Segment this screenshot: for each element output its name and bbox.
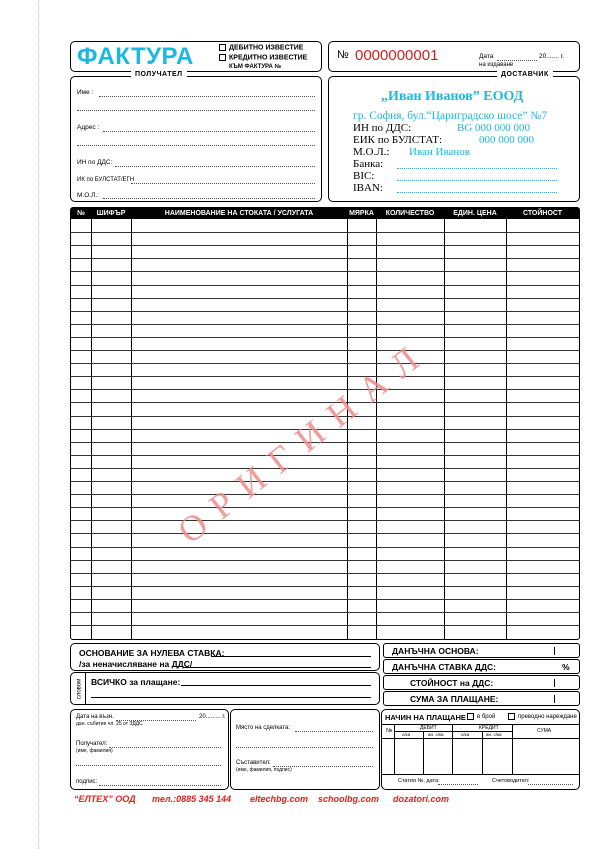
table-row-line[interactable] [71,363,579,364]
table-row-line[interactable] [71,520,579,521]
accounting-credit-label: КРЕДИТ [479,725,499,731]
invoice-number: 0000000001 [355,47,439,64]
table-row-line[interactable] [71,625,579,626]
vat-rate-label: ДАНЪЧНА СТАВКА ДДС: [392,662,496,672]
table-column-divider [131,208,132,639]
compiler-label: Съставител: [236,760,271,766]
total-in-words-box [70,672,380,705]
col-header-unit-price: ЕДИН. ЦЕНА [444,208,506,219]
invoice-number-box [328,41,580,72]
table-column-divider [376,208,377,639]
recipient-bulstat-line[interactable] [131,183,315,184]
in-words-side-label: словом [76,678,83,700]
table-row-line[interactable] [71,376,579,377]
vat-value-box [383,675,580,690]
supplier-eik-value: 000 000 000 [479,134,534,146]
table-row-line[interactable] [71,245,579,246]
amount-due-label: СУМА ЗА ПЛАЩАНЕ: [410,694,499,704]
table-row-line[interactable] [71,337,579,338]
place-label: Място на сделката: [236,725,291,731]
footer-site-eltech[interactable]: eltechbg.com [250,794,309,804]
accountant-label: Счетоводител: [492,778,530,784]
table-column-divider [444,208,445,639]
debit-analytic-label: ан. с/ка [428,732,444,737]
footer-site-dozatori[interactable]: dozatori.com [393,794,450,804]
vat-rate-box [383,659,580,674]
credit-note-option[interactable]: КРЕДИТНО ИЗВЕСТИЕ [219,54,307,61]
table-row-line[interactable] [71,389,579,390]
zero-rate-basis-label: ОСНОВАНИЕ ЗА НУЛЕВА СТАВКА: [79,648,225,658]
col-header-quantity: КОЛИЧЕСТВО [376,208,444,219]
tax-event-date-label: Дата на възн. [76,714,114,720]
checkbox-icon [219,54,226,61]
recipient-vat-line[interactable] [115,166,315,167]
compiler-sub: (име, фамилия, подпис) [236,767,292,773]
total-in-words-line[interactable] [181,685,371,686]
amount-due-box [383,691,580,706]
invoice-title-box [70,41,322,72]
accounting-sum-label: СУМА [537,728,552,734]
checkbox-icon [508,713,515,720]
supplier-mol-value: Иван Иванов [409,146,470,158]
table-row-line[interactable] [71,481,579,482]
recipient-mol-label: М.О.Л.: [77,192,99,199]
table-row-line[interactable] [71,271,579,272]
payment-transfer-option[interactable]: преводно нареждане [508,713,577,720]
issue-label: на издаване [479,62,514,68]
table-row-line[interactable] [71,547,579,548]
receiver-line[interactable] [109,747,221,748]
supplier-address: гр. София, бул.“Цариградско шосе” №7 [353,110,548,122]
table-row-line[interactable] [71,232,579,233]
col-header-value: СТОЙНОСТ [506,208,579,219]
recipient-name-line[interactable] [99,96,315,97]
table-row-line[interactable] [71,258,579,259]
table-row-line[interactable] [71,350,579,351]
col-header-code: ШИФЪР [91,208,131,219]
receiver-label: Получател: [76,741,108,747]
col-header-description: НАИМЕНОВАНИЕ НА СТОКАТА / УСЛУГАТА [131,208,347,219]
table-row-line[interactable] [71,586,579,587]
payment-box [381,709,580,790]
debit-account-label: с/ка [402,732,411,737]
supplier-company: „Иван Иванов” ЕООД [381,89,524,104]
accounting-debit-label: ДЕБИТ [420,725,437,731]
footer-phone: тел.:0885 345 144 [152,794,232,804]
table-row-line[interactable] [71,612,579,613]
place-compiler-box [230,709,380,790]
table-row-line[interactable] [71,533,579,534]
footer-site-schoolbg[interactable]: schoolbg.com [318,794,380,804]
recipient-box [70,71,322,202]
recipient-mol-line[interactable] [103,198,315,199]
table-column-divider [506,208,507,639]
recipient-address-line[interactable] [103,131,315,132]
zero-rate-basis-sub: /за неначисляване на ДДС/ [79,659,193,669]
checkbox-icon [467,713,474,720]
tax-base-box [383,643,580,658]
supplier-box [328,71,580,202]
col-header-number: № [71,208,91,219]
tax-event-sub: дан. събитие чл. 25 от ЗДДС [76,721,143,727]
to-invoice-label: КЪМ ФАКТУРА № [229,64,282,70]
table-row-line[interactable] [71,468,579,469]
date-label: Дата [479,53,494,60]
signature-line[interactable] [99,785,221,786]
credit-analytic-label: ан. с/ка [486,732,502,737]
supplier-bank-label: Банка: [353,158,384,170]
article-date-label: Статия №, дата: [398,778,440,784]
supplier-vat-label: ИН по ДДС: [353,122,412,134]
original-stamp: ОРИГИНАЛ [170,330,437,552]
signature-label: подпис: [76,779,98,785]
col-header-unit: МЯРКА [347,208,376,219]
payment-cash-option[interactable]: в брой [467,713,495,720]
table-row-line[interactable] [71,324,579,325]
table-row-line[interactable] [71,560,579,561]
checkbox-icon [219,44,226,51]
receiver-sub: (име, фамилия) [76,748,113,754]
perforation-line [38,0,39,849]
tax-event-year: 20......... г. [199,714,226,720]
supplier-bic-label: BIC: [353,170,375,182]
zero-rate-basis-line[interactable] [211,656,371,657]
supplier-eik-label: ЕИК по БУЛСТАТ: [353,134,443,146]
table-row-line[interactable] [71,455,579,456]
supplier-section-title: ДОСТАВЧИК [497,71,553,78]
table-row-line[interactable] [71,494,579,495]
table-row-line[interactable] [71,311,579,312]
supplier-iban-label: IBAN: [353,182,383,194]
table-row-line[interactable] [71,285,579,286]
invoice-title: ФАКТУРА [77,43,194,70]
recipient-vat-label: ИН по ДДС: [77,159,113,166]
table-row-line[interactable] [71,507,579,508]
vat-value-label: СТОЙНОСТ на ДДС: [410,678,494,688]
tax-event-box [70,709,229,790]
recipient-name-label: Име : [77,89,94,96]
payment-method-label: НАЧИН НА ПЛАЩАНЕ [385,713,466,722]
percent-sign: % [562,662,570,672]
recipient-section-title: ПОЛУЧАТЕЛ [131,71,187,78]
table-row-line[interactable] [71,573,579,574]
number-sign: № [337,49,349,61]
accounting-number-label: № [386,728,393,734]
table-row-line[interactable] [71,298,579,299]
total-in-words-label: ВСИЧКО за плащане: [91,677,181,687]
zero-rate-basis-box [70,643,380,671]
footer-company: “ЕЛТЕХ” ООД [74,794,136,804]
recipient-address-label: Адрес : [77,124,100,131]
recipient-bulstat-label: ИК по БУЛСТАТ/ЕГН [77,177,135,183]
credit-account-label: с/ка [461,732,470,737]
table-row-line[interactable] [71,599,579,600]
supplier-mol-label: М.О.Л.: [353,146,390,158]
table-column-divider [91,208,92,639]
place-line[interactable] [295,731,373,732]
year-suffix: 20....... г. [539,53,565,60]
debit-note-option[interactable]: ДЕБИТНО ИЗВЕСТИЕ [219,44,303,51]
tax-base-label: ДАНЪЧНА ОСНОВА: [392,646,479,656]
supplier-vat-value: BG 000 000 000 [457,122,531,134]
